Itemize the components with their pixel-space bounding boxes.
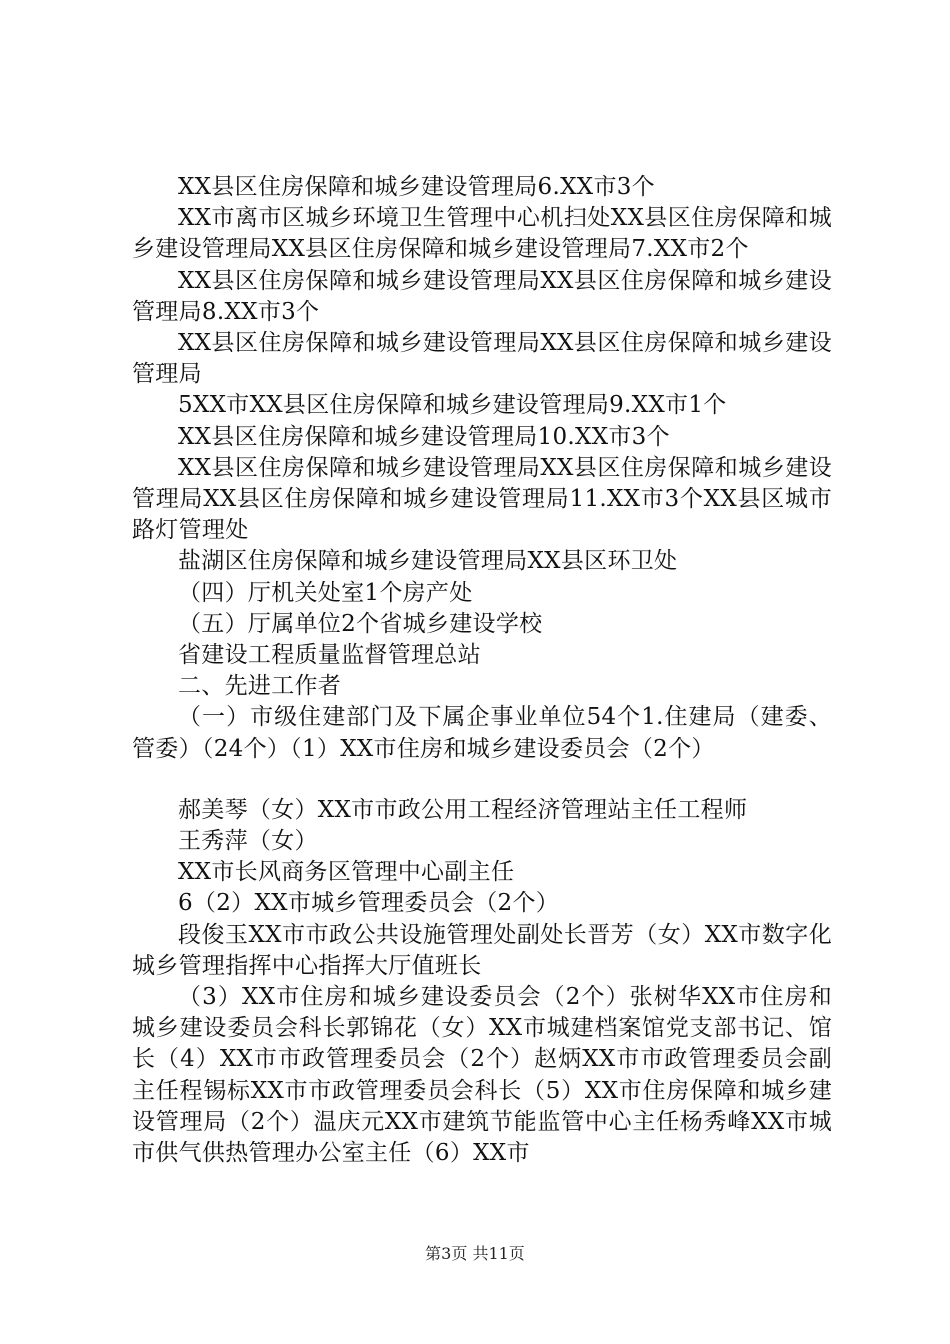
paragraph: XX市长风商务区管理中心副主任 [178, 859, 515, 886]
paragraph-gap [132, 765, 832, 795]
section-heading: 二、先进工作者 [178, 673, 342, 700]
paragraph: XX市离市区城乡环境卫生管理中心机扫处XX县区住房保障和城乡建设管理局XX县区住房保障和城乡建设管理局7.XX市2个 [132, 205, 832, 263]
paragraph: XX县区住房保障和城乡建设管理局XX县区住房保障和城乡建设管理局8.XX市3个 [132, 267, 832, 325]
paragraph: 盐湖区住房保障和城乡建设管理局XX县区环卫处 [178, 548, 678, 575]
paragraph: 王秀萍（女） [178, 828, 318, 855]
paragraph: 省建设工程质量监督管理总站 [178, 642, 481, 669]
page-footer: 第3页 共11页 [425, 1244, 525, 1263]
paragraph: 郝美琴（女）XX市市政公用工程经济管理站主任工程师 [178, 796, 748, 823]
paragraph: 6（2）XX市城乡管理委员会（2个） [178, 890, 560, 917]
paragraph: （五）厅属单位2个省城乡建设学校 [178, 610, 543, 637]
paragraph: （四）厅机关处室1个房产处 [178, 579, 473, 606]
paragraph: XX县区住房保障和城乡建设管理局XX县区住房保障和城乡建设管理局 [132, 330, 832, 388]
paragraph: XX县区住房保障和城乡建设管理局10.XX市3个 [178, 423, 670, 450]
paragraph: 5XX市XX县区住房保障和城乡建设管理局9.XX市1个 [178, 392, 727, 419]
paragraph: 段俊玉XX市市政公共设施管理处副处长晋芳（女）XX市数字化城乡管理指挥中心指挥大厅值班长 [132, 921, 832, 979]
paragraph: XX县区住房保障和城乡建设管理局XX县区住房保障和城乡建设管理局XX县区住房保障和城乡建设管理局11.XX市3个XX县区城市路灯管理处 [132, 454, 832, 544]
paragraph: （3）XX市住房和城乡建设委员会（2个）张树华XX市住房和城乡建设委员会科长郭锦花（女）XX市城建档案馆党支部书记、馆长（4）XX市市政管理委员会（2个）赵炳XX市市政管理委员会副主任程锡标XX市市政管理委员会科长（5）XX市住房保障和城乡建设管理局（2个）温庆元XX市建筑节能监管中心主任杨秀峰XX市城市供气供热管理办公室主任（6）XX市 [132, 984, 832, 1167]
paragraph: XX县区住房保障和城乡建设管理局6.XX市3个 [178, 174, 655, 200]
paragraph: （一）市级住建部门及下属企事业单位54个1.住建局（建委、管委）（24个）（1）XX市住房和城乡建设委员会（2个） [132, 704, 832, 762]
document-body [132, 172, 832, 1169]
